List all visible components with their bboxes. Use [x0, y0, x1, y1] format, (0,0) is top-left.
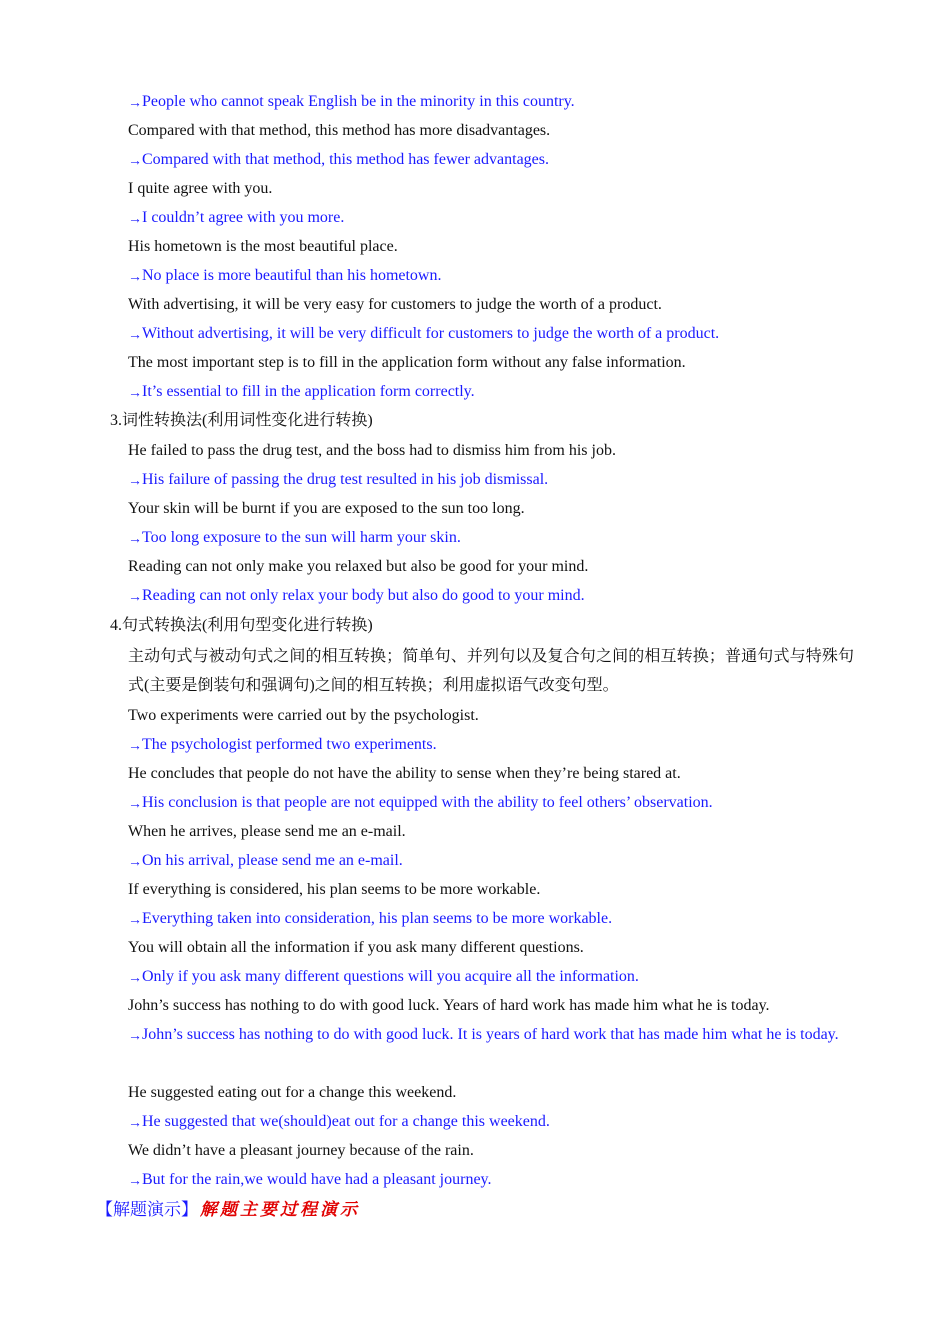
arrow-icon: → — [128, 797, 142, 812]
arrow-icon: → — [128, 971, 142, 986]
section-description: 主动句式与被动句式之间的相互转换；简单句、并列句以及复合句之间的相互转换；普通句式与特殊句式(主要是倒装句和强调句)之间的相互转换；利用虚拟语气改变句型。 — [128, 648, 854, 694]
original-sentence: The most important step is to fill in the application form without any false information. — [128, 354, 686, 371]
answer-sentence: →But for the rain,we would have had a pleasant journey. — [128, 1171, 492, 1189]
answer-sentence: →Everything taken into consideration, his plan seems to be more workable. — [128, 910, 613, 928]
answer-sentence: →The psychologist performed two experiments. — [128, 736, 437, 754]
answer-sentence: →No place is more beautiful than his hometown. — [128, 267, 442, 285]
arrow-icon: → — [128, 1116, 142, 1131]
answer-sentence: →Too long exposure to the sun will harm your skin. — [128, 529, 461, 547]
original-sentence: He failed to pass the drug test, and the boss had to dismiss him from his job. — [128, 442, 616, 459]
arrow-icon: → — [128, 474, 142, 489]
original-sentence: He suggested eating out for a change this weekend. — [128, 1084, 457, 1101]
original-sentence: If everything is considered, his plan seems to be more workable. — [128, 881, 541, 898]
arrow-icon: → — [128, 386, 142, 401]
original-sentence: Compared with that method, this method has more disadvantages. — [128, 122, 551, 139]
arrow-icon: → — [128, 154, 142, 169]
arrow-icon: → — [128, 96, 142, 111]
solution-demo-label: 【解题演示】 — [96, 1200, 198, 1219]
arrow-icon: → — [128, 212, 142, 227]
answer-sentence: →John’s success has nothing to do with good luck. It is years of hard work that has made him what he is today. — [128, 1026, 839, 1044]
answer-sentence: →Only if you ask many different questions will you acquire all the information. — [128, 968, 639, 986]
answer-sentence: →I couldn’t agree with you more. — [128, 209, 345, 227]
solution-demo-heading — [96, 1200, 822, 1220]
answer-sentence: →Compared with that method, this method has fewer advantages. — [128, 151, 550, 169]
answer-sentence: →Without advertising, it will be very difficult for customers to judge the worth of a product. — [128, 325, 720, 343]
answer-sentence: →He suggested that we(should)eat out for a change this weekend. — [128, 1113, 550, 1131]
original-sentence: We didn’t have a pleasant journey because of the rain. — [128, 1142, 474, 1159]
arrow-icon: → — [128, 1174, 142, 1189]
original-sentence: With advertising, it will be very easy for customers to judge the worth of a product. — [128, 296, 662, 313]
arrow-icon: → — [128, 328, 142, 343]
original-sentence: His hometown is the most beautiful place. — [128, 238, 398, 255]
original-sentence: He concludes that people do not have the ability to sense when they’re being stared at. — [128, 765, 681, 782]
arrow-icon: → — [128, 913, 142, 928]
arrow-icon: → — [128, 532, 142, 547]
original-sentence: I quite agree with you. — [128, 180, 273, 197]
section-heading-3: 3.词性转换法(利用词性变化进行转换) — [110, 412, 373, 429]
original-sentence: John’s success has nothing to do with good luck. Years of hard work has made him what he is today. — [128, 997, 770, 1014]
arrow-icon: → — [128, 739, 142, 754]
answer-sentence: →On his arrival, please send me an e-mail. — [128, 852, 403, 870]
original-sentence: Your skin will be burnt if you are exposed to the sun too long. — [128, 500, 525, 517]
answer-sentence: →People who cannot speak English be in the minority in this country. — [128, 93, 575, 111]
original-sentence: You will obtain all the information if you ask many different questions. — [128, 939, 584, 956]
arrow-icon: → — [128, 855, 142, 870]
arrow-icon: → — [128, 590, 142, 605]
solution-demo-title: 解题主要过程演示 — [200, 1200, 360, 1219]
answer-sentence: →Reading can not only relax your body but also do good to your mind. — [128, 587, 585, 605]
section-heading-4: 4.句式转换法(利用句型变化进行转换) — [110, 617, 373, 634]
arrow-icon: → — [128, 270, 142, 285]
answer-sentence: →His failure of passing the drug test resulted in his job dismissal. — [128, 471, 549, 489]
original-sentence: Two experiments were carried out by the psychologist. — [128, 707, 479, 724]
answer-sentence: →His conclusion is that people are not equipped with the ability to feel others’ observation. — [128, 794, 713, 812]
original-sentence: When he arrives, please send me an e-mail. — [128, 823, 406, 840]
arrow-icon: → — [128, 1029, 142, 1044]
original-sentence: Reading can not only make you relaxed but also be good for your mind. — [128, 558, 589, 575]
answer-sentence: →It’s essential to fill in the application form correctly. — [128, 383, 475, 401]
